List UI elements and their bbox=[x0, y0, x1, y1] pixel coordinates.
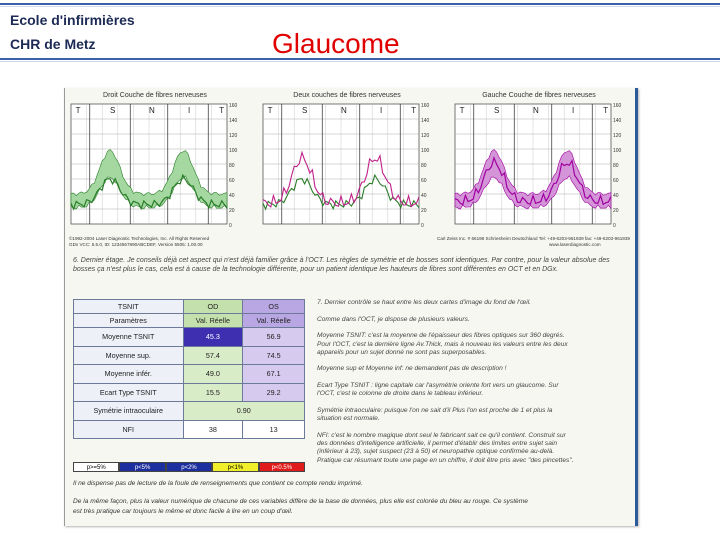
header-stripe bbox=[0, 6, 720, 7]
explanation-line: Pratique car résumant toute une page en un chiffre, il doit être pris avec "des pincettes". bbox=[317, 456, 574, 464]
y-tick-label: 120 bbox=[613, 133, 622, 139]
y-tick-label: 140 bbox=[421, 118, 430, 124]
y-tick-label: 20 bbox=[421, 208, 427, 214]
sector-label: T bbox=[459, 106, 465, 115]
y-tick-label: 120 bbox=[421, 133, 430, 139]
legend-item: p>=5% bbox=[73, 462, 119, 472]
org-name: Ecole d'infirmières bbox=[10, 12, 135, 28]
y-tick-label: 20 bbox=[613, 208, 619, 214]
os-value: 67.1 bbox=[243, 365, 305, 384]
website-line: www.laserdiagnostic.com bbox=[549, 242, 601, 247]
sector-label: S bbox=[494, 106, 500, 115]
graph-plot bbox=[453, 102, 625, 234]
explanation-line: NFI: c'est le nombre magique dont seul le fabricant sait ce qu'il contient. Construit sur bbox=[317, 431, 566, 439]
table-subheader bbox=[74, 314, 305, 328]
y-tick-label: 20 bbox=[229, 208, 235, 214]
legend-item: p<1% bbox=[212, 462, 258, 472]
explanation-line: situation est normale. bbox=[317, 415, 380, 423]
graph-plot bbox=[69, 102, 241, 234]
y-tick-label: 60 bbox=[613, 178, 619, 184]
row-label: NFI bbox=[74, 420, 184, 439]
table-row bbox=[74, 420, 305, 439]
explanation-line: Comme dans l'OCT, je dispose de plusieurs valeurs. bbox=[317, 315, 470, 323]
y-tick-label: 120 bbox=[229, 133, 238, 139]
y-tick-label: 0 bbox=[613, 223, 616, 229]
header-band bbox=[0, 0, 720, 64]
y-tick-label: 40 bbox=[421, 193, 427, 199]
slide-title: Glaucome bbox=[272, 28, 400, 59]
explanation-line: Moyenne TSNIT: c'est la moyenne de l'épaisseur des fibres optiques sur 360 degrés. bbox=[317, 332, 565, 340]
explanation-line: (inférieur à 23), sujet suspect (23 à 50) et neuropathie optique confirmée au-delà. bbox=[317, 448, 555, 456]
graph-left-eye bbox=[453, 92, 625, 236]
graph-title: Deux couches de fibres nerveuses bbox=[293, 92, 401, 99]
y-tick-label: 80 bbox=[421, 163, 427, 169]
bottom-text-line: De la même façon, plus la valeur numérique de chacune de ces variables diffère de la base de données, plus elle est colorée du bleu au rouge. Ce système bbox=[73, 498, 528, 505]
row-label: Symétrie intraoculaire bbox=[74, 402, 184, 421]
manufacturer-line: Carl Zeiss Inc. # 66198 Schriesheim Deutschland Tel: +49-6203-961939 fax: +49-6203-961939 bbox=[437, 236, 630, 241]
os-value: 56.9 bbox=[243, 328, 305, 347]
header-os-value: Val. Réelle bbox=[243, 314, 305, 328]
graph-title: Gauche Couche de fibres nerveuses bbox=[482, 92, 596, 99]
table-row bbox=[74, 365, 305, 384]
bottom-text-line: Il ne dispense pas de lecture de la foule de renseignements que contient ce compte rendu imprimé. bbox=[73, 480, 363, 487]
y-tick-label: 40 bbox=[229, 193, 235, 199]
sector-label: I bbox=[380, 106, 383, 115]
y-tick-label: 160 bbox=[229, 103, 238, 109]
sector-label: T bbox=[411, 106, 417, 115]
od-value: 15.5 bbox=[183, 383, 243, 402]
y-tick-label: 80 bbox=[613, 163, 619, 169]
y-tick-label: 60 bbox=[229, 178, 235, 184]
legend-item: p<0.5% bbox=[259, 462, 305, 472]
explanation-line: appareils pour un sujet donné ne sont pas superposables. bbox=[317, 348, 487, 356]
explanation-line: Symétrie intraoculaire: puisque l'on ne sait d'il Plus l'on est proche de 1 et plus la bbox=[317, 406, 553, 414]
bottom-text-line: est très pratique car toujours le même et donc facile à lire en un coup d'œil. bbox=[73, 508, 293, 515]
sector-label: T bbox=[219, 106, 225, 115]
header-stripe bbox=[0, 3, 720, 5]
explanation-line: 7. Dernier contrôle se haut entre les deux cartes d'image du fond de l'œil. bbox=[317, 299, 531, 306]
y-tick-label: 160 bbox=[421, 103, 430, 109]
sector-label: T bbox=[267, 106, 273, 115]
table-row bbox=[74, 383, 305, 402]
tsnit-table bbox=[73, 299, 305, 439]
table-row bbox=[74, 346, 305, 365]
row-label: Moyenne TSNIT bbox=[74, 328, 184, 347]
y-tick-label: 160 bbox=[613, 103, 622, 109]
sector-label: S bbox=[110, 106, 116, 115]
symmetry-value: 0.90 bbox=[183, 402, 304, 421]
explanation-line: Moyenne sup et Moyenne inf: ne demandent pas de description ! bbox=[317, 365, 507, 373]
sector-label: I bbox=[572, 106, 575, 115]
header-stripe bbox=[0, 61, 720, 62]
org-hospital: CHR de Metz bbox=[10, 36, 96, 52]
graph-title: Droit Couche de fibres nerveuses bbox=[103, 92, 207, 99]
explanation-line: Ecart Type TSNIT : ligne capitale car l'asymétrie oriente fort vers un glaucome. Sur bbox=[317, 382, 559, 389]
od-value: 45.3 bbox=[183, 328, 243, 347]
table-row bbox=[74, 402, 305, 421]
row-label: Moyenne sup. bbox=[74, 346, 184, 365]
y-tick-label: 80 bbox=[229, 163, 235, 169]
sector-label: N bbox=[533, 106, 539, 115]
os-value: 29.2 bbox=[243, 383, 305, 402]
header-od: OD bbox=[183, 300, 243, 314]
explanation-line: Pour l'OCT, c'est la dernière ligne Av.Thick, mais à nouveau les valeurs entre les deux bbox=[317, 340, 568, 348]
nfi-os-value: 13 bbox=[243, 420, 305, 439]
header-tsnit: TSNIT bbox=[74, 300, 184, 314]
legend-item: p<2% bbox=[166, 462, 212, 472]
y-tick-label: 100 bbox=[229, 148, 238, 154]
sector-label: N bbox=[149, 106, 155, 115]
nfi-od-value: 38 bbox=[183, 420, 243, 439]
graph-both-eyes bbox=[261, 92, 433, 236]
version-line: GDx VCC: 5.5.0, ID: 1234567890ABCDEF, Version 5505: 1.00.00 bbox=[69, 242, 203, 247]
copyright-line: ©1992-2004 Laser Diagnostic Technologies, Inc. All Rights Reserved bbox=[69, 236, 210, 241]
y-tick-label: 0 bbox=[229, 223, 232, 229]
explanation-line: l'OCT, c'est le colonne de droite dans le tableau inférieur. bbox=[317, 390, 484, 398]
sector-label: S bbox=[302, 106, 308, 115]
y-tick-label: 100 bbox=[421, 148, 430, 154]
y-tick-label: 0 bbox=[421, 223, 424, 229]
sector-label: N bbox=[341, 106, 347, 115]
sector-label: T bbox=[75, 106, 81, 115]
y-tick-label: 140 bbox=[613, 118, 622, 124]
table-header bbox=[74, 300, 305, 314]
y-tick-label: 100 bbox=[613, 148, 622, 154]
row-label: Moyenne infér. bbox=[74, 365, 184, 384]
row-label: Ecart Type TSNIT bbox=[74, 383, 184, 402]
header-od-value: Val. Réelle bbox=[183, 314, 243, 328]
scanned-report bbox=[64, 88, 638, 526]
graph-plot bbox=[261, 102, 433, 234]
y-tick-label: 140 bbox=[229, 118, 238, 124]
paragraph-6: 6. Dernier étage. Je conseils déjà cet aspect qui n'est déjà familier grâce à l'OCT. Les règles de symétrie et de bosses sont identiques. Par contre, pour la valeur absolue des bosses ça n'est plus le cas, cela est à cause de la technologie différente, pour un patient identique les hauteurs de fibres sont différentes en OCT et en DGx. bbox=[73, 257, 610, 273]
od-value: 49.0 bbox=[183, 365, 243, 384]
legend-item: p<5% bbox=[119, 462, 165, 472]
os-value: 74.5 bbox=[243, 346, 305, 365]
table-row bbox=[74, 328, 305, 347]
explanation-line: des données d'intelligence artificielle, il permet d'établir des limites entre sujet sain bbox=[317, 440, 558, 448]
sector-label: T bbox=[603, 106, 609, 115]
probability-legend bbox=[73, 462, 305, 472]
y-tick-label: 60 bbox=[421, 178, 427, 184]
y-tick-label: 40 bbox=[613, 193, 619, 199]
od-value: 57.4 bbox=[183, 346, 243, 365]
header-parameters: Paramètres bbox=[74, 314, 184, 328]
header-os: OS bbox=[243, 300, 305, 314]
sector-label: I bbox=[188, 106, 191, 115]
graph-right-eye bbox=[69, 92, 241, 236]
